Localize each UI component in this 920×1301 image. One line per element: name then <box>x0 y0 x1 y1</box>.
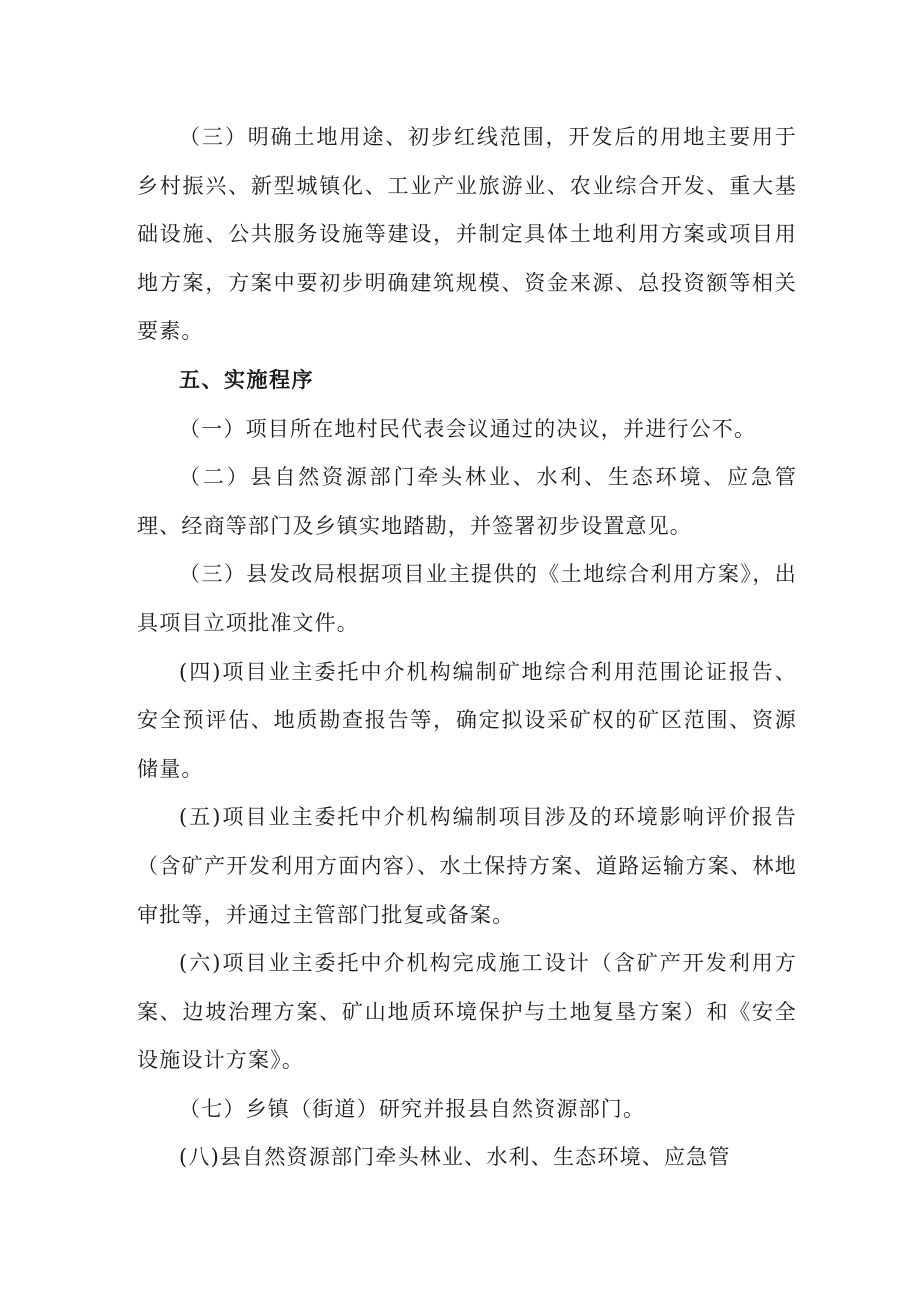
paragraph-land-use-plan: （三）明确土地用途、初步红线范围，开发后的用地主要用于乡村振兴、新型城镇化、工业产业旅游业、农业综合开发、重大基础设施、公共服务设施等建设，并制定具体土地利用方案或项目用地方案，方案中要初步明确建筑规模、资金来源、总投资额等相关要素。 <box>137 125 797 344</box>
paragraph-step-1: （一）项目所在地村民代表会议通过的决议，并进行公不。 <box>179 416 757 441</box>
paragraph-step-7: （七）乡镇（街道）研究并报县自然资源部门。 <box>179 1096 646 1121</box>
paragraph-step-5: (五)项目业主委托中介机构编制项目涉及的环境影响评价报告（含矿产开发利用方面内容）、水土保持方案、道路运输方案、林地审批等，并通过主管部门批复或备案。 <box>137 805 797 927</box>
paragraph-step-2: （二）县自然资源部门牵头林业、水利、生态环境、应急管理、经商等部门及乡镇实地踏勘，并签署初步设置意见。 <box>137 465 797 538</box>
section-heading-implementation-procedure: 五、实施程序 <box>179 367 314 392</box>
paragraph-step-8: (八)县自然资源部门牵头林业、水利、生态环境、应急管 <box>179 1145 731 1170</box>
paragraph-step-6: (六)项目业主委托中介机构完成施工设计（含矿产开发利用方案、边坡治理方案、矿山地质环境保护与土地复垦方案）和《安全设施设计方案》。 <box>137 951 797 1073</box>
document-body <box>137 113 797 1182</box>
paragraph-step-3: （三）县发改局根据项目业主提供的《土地综合利用方案》，出具项目立项批准文件。 <box>137 562 797 635</box>
paragraph-step-4: (四)项目业主委托中介机构编制矿地综合利用范围论证报告、安全预评估、地质勘查报告等，确定拟设采矿权的矿区范围、资源储量。 <box>137 659 797 781</box>
